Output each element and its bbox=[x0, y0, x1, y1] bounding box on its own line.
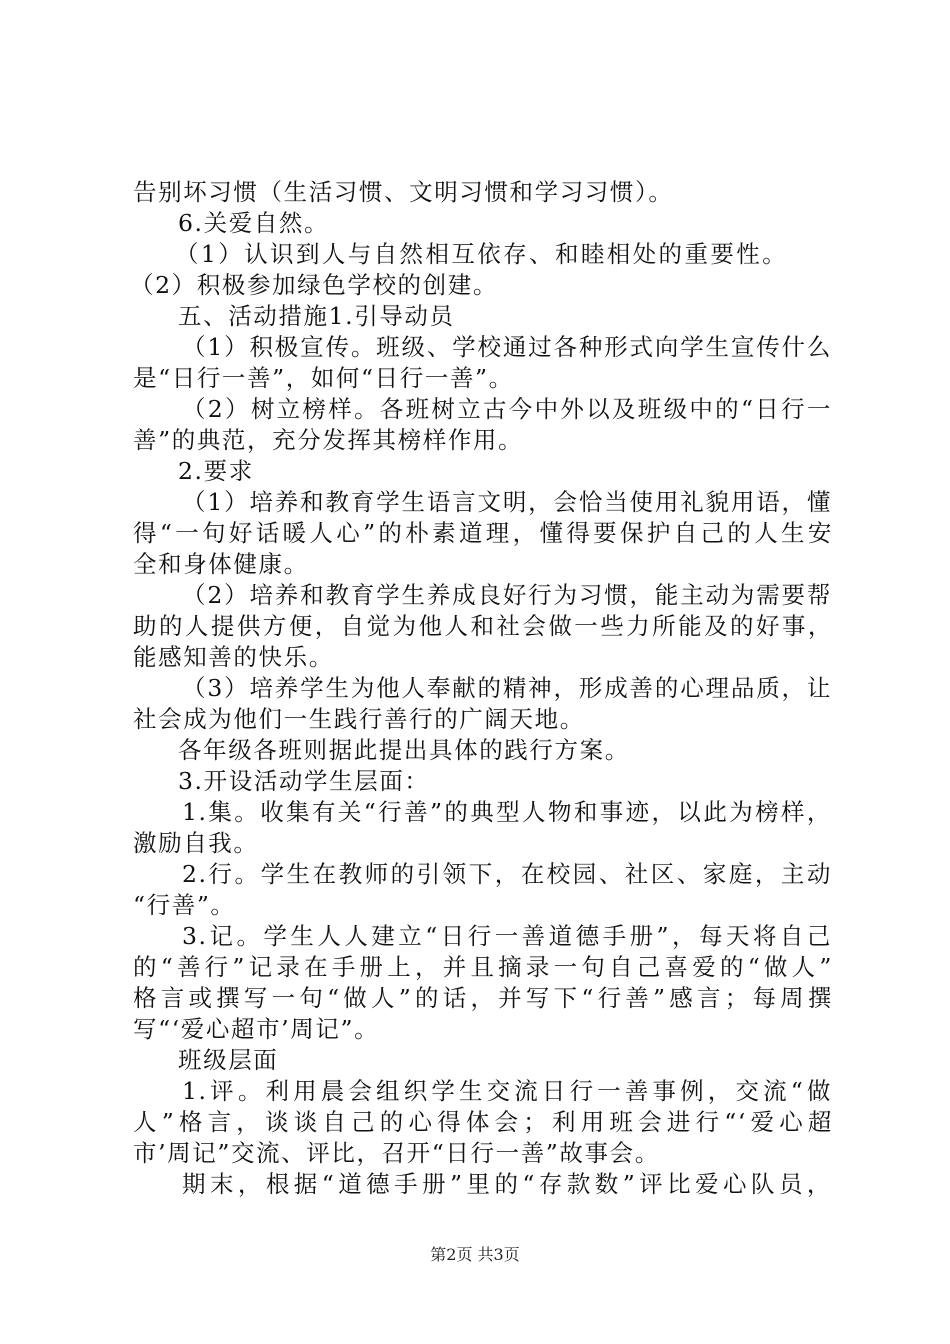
text-line: （1）培养和教育学生语言文明，会恰当使用礼貌用语，懂 bbox=[182, 488, 832, 516]
text-line: 各年级各班则据此提出具体的践行方案。 bbox=[178, 736, 630, 764]
text-line: 激励自我。 bbox=[133, 829, 259, 857]
text-line: 格言或撰写一句“做人”的话，并写下“行善”感言；每周撰 bbox=[133, 984, 833, 1012]
text-line: （1）积极宣传。班级、学校通过各种形式向学生宣传什么 bbox=[182, 333, 832, 361]
text-line: 3.记。学生人人建立“日行一善道德手册”，每天将自己 bbox=[182, 922, 832, 950]
text-line: 2.要求 bbox=[178, 457, 254, 485]
text-line: 1.集。收集有关“行善”的典型人物和事迹，以此为榜样， bbox=[182, 798, 832, 826]
text-line: （2）积极参加绿色学校的创建。 bbox=[130, 271, 498, 299]
page-footer: 第2页 共3页 bbox=[430, 1245, 520, 1264]
text-line: “行善”。 bbox=[133, 891, 236, 919]
text-line: 人”格言，谈谈自己的心得体会；利用班会进行“‘爱心超 bbox=[133, 1108, 833, 1136]
text-line: 社会成为他们一生践行善行的广阔天地。 bbox=[133, 705, 585, 733]
text-line: 班级层面 bbox=[178, 1046, 279, 1074]
text-line: 是“日行一善”，如何“日行一善”。 bbox=[133, 364, 514, 392]
text-line: （3）培养学生为他人奉献的精神，形成善的心理品质，让 bbox=[182, 674, 832, 702]
text-line: 6.关爱自然。 bbox=[178, 209, 330, 237]
text-line: 1.评。利用晨会组织学生交流日行一善事例，交流“做 bbox=[182, 1077, 832, 1105]
text-line: 期末，根据“道德手册”里的“存款数”评比爱心队员， bbox=[182, 1170, 832, 1198]
text-line: 五、活动措施1.引导动员 bbox=[178, 302, 455, 330]
text-line: 得“一句好话暖人心”的朴素道理，懂得要保护自己的人生安 bbox=[133, 519, 833, 547]
text-line: 助的人提供方便，自觉为他人和社会做一些力所能及的好事， bbox=[133, 612, 833, 640]
text-line: 能感知善的快乐。 bbox=[133, 643, 334, 671]
text-line: 的“善行”记录在手册上，并且摘录一句自己喜爱的“做人” bbox=[133, 953, 833, 981]
text-line: 市’周记”交流、评比，召开“日行一善”故事会。 bbox=[133, 1139, 660, 1167]
text-line: 告别坏习惯（生活习惯、文明习惯和学习习惯）。 bbox=[133, 178, 674, 206]
text-line: 2.行。学生在教师的引领下，在校园、社区、家庭，主动 bbox=[182, 860, 832, 888]
text-line: 写“‘爱心超市’周记”。 bbox=[133, 1015, 380, 1043]
text-line: （2）培养和教育学生养成良好行为习惯，能主动为需要帮 bbox=[182, 581, 832, 609]
text-line: （2）树立榜样。各班树立古今中外以及班级中的“日行一 bbox=[182, 395, 832, 423]
text-line: 3.开设活动学生层面： bbox=[178, 767, 430, 795]
text-line: （1）认识到人与自然相互依存、和睦相处的重要性。 bbox=[175, 240, 789, 268]
text-line: 全和身体健康。 bbox=[133, 550, 309, 578]
text-line: 善”的典范，充分发挥其榜样作用。 bbox=[133, 426, 524, 454]
